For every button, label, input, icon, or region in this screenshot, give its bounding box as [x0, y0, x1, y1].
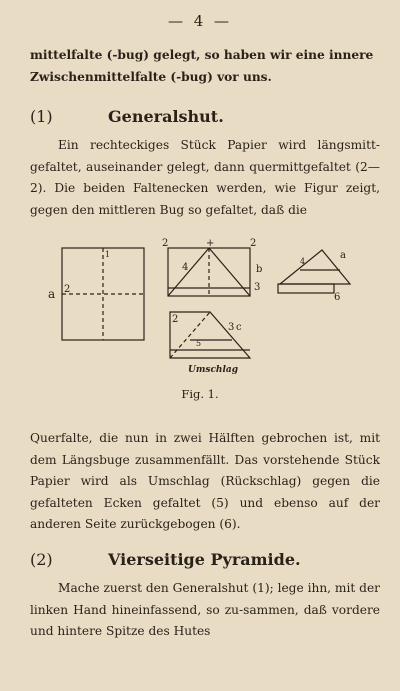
section-2-heading: [30, 550, 380, 569]
fig-label-plus: +: [206, 238, 215, 249]
fig-label-2-mid-right: 2: [250, 238, 257, 249]
fig-label-2-lower: 2: [172, 314, 179, 325]
fig-label-3-lower: 3: [228, 322, 235, 333]
fold-umschlag-shape: [170, 312, 250, 358]
fig-label-4-hat: 4: [300, 257, 306, 266]
fig-label-3: 3: [254, 282, 261, 293]
intro-line-1: mittelfalte (-bug) gelegt, so haben wir eine innere: [30, 48, 374, 62]
fig-label-2-mid-left: 2: [162, 238, 169, 249]
section-2-number: (2): [30, 550, 53, 569]
section-2-paragraph-1: [30, 578, 380, 643]
fig-label-2-left: 2: [64, 284, 71, 295]
section-1-paragraph-1-text: Ein rechteckiges Stück Papier wird längsmitt-gefaltet, auseinander gelegt, dann quermittgefaltet (2—2). Die beiden Faltenecken werden, wie Figur zeigt, gegen den mittleren Bug so gefaltet, daß die: [30, 138, 380, 217]
section-2-title: Vierseitige Pyramide.: [108, 550, 301, 569]
intro-line-2: Zwischenmittelfalte (-bug) vor uns.: [30, 69, 272, 84]
section-1-paragraph-2: Querfalte, die nun in zwei Hälften gebrochen ist, mit dem Längsbuge zusammenfällt. Das vorstehende Stück Papier wird als Umschlag (Rückschlag) gegen die gefalteten Ecken gefaltet (5) und ebenso auf der anderen Seite zurückgebogen (6).: [30, 431, 380, 531]
section-2-paragraph-1-text: Mache zuerst den Generalshut (1); lege ihn, mit der linken Hand hineinfassend, so zu-sammen, daß vordere und hintere Spitze des Hutes: [30, 581, 380, 638]
fig-label-b: b: [256, 264, 263, 275]
page-number: — 4 —: [167, 12, 233, 30]
fig-label-a: a: [48, 287, 56, 301]
section-1-title: Generalshut.: [108, 107, 224, 126]
fig-label-4-mid: 4: [182, 262, 189, 273]
fig-label-c: c: [236, 322, 242, 333]
fig-label-1-left: 1: [105, 250, 111, 259]
fig-umschlag-label: Umschlag: [188, 365, 239, 375]
fig-label-6: 6: [334, 292, 341, 303]
fig-label-a-hat: a: [340, 250, 346, 261]
figure-caption: Fig. 1.: [181, 387, 219, 401]
fig-label-5: 5: [196, 339, 202, 348]
section-1-number: (1): [30, 107, 53, 126]
